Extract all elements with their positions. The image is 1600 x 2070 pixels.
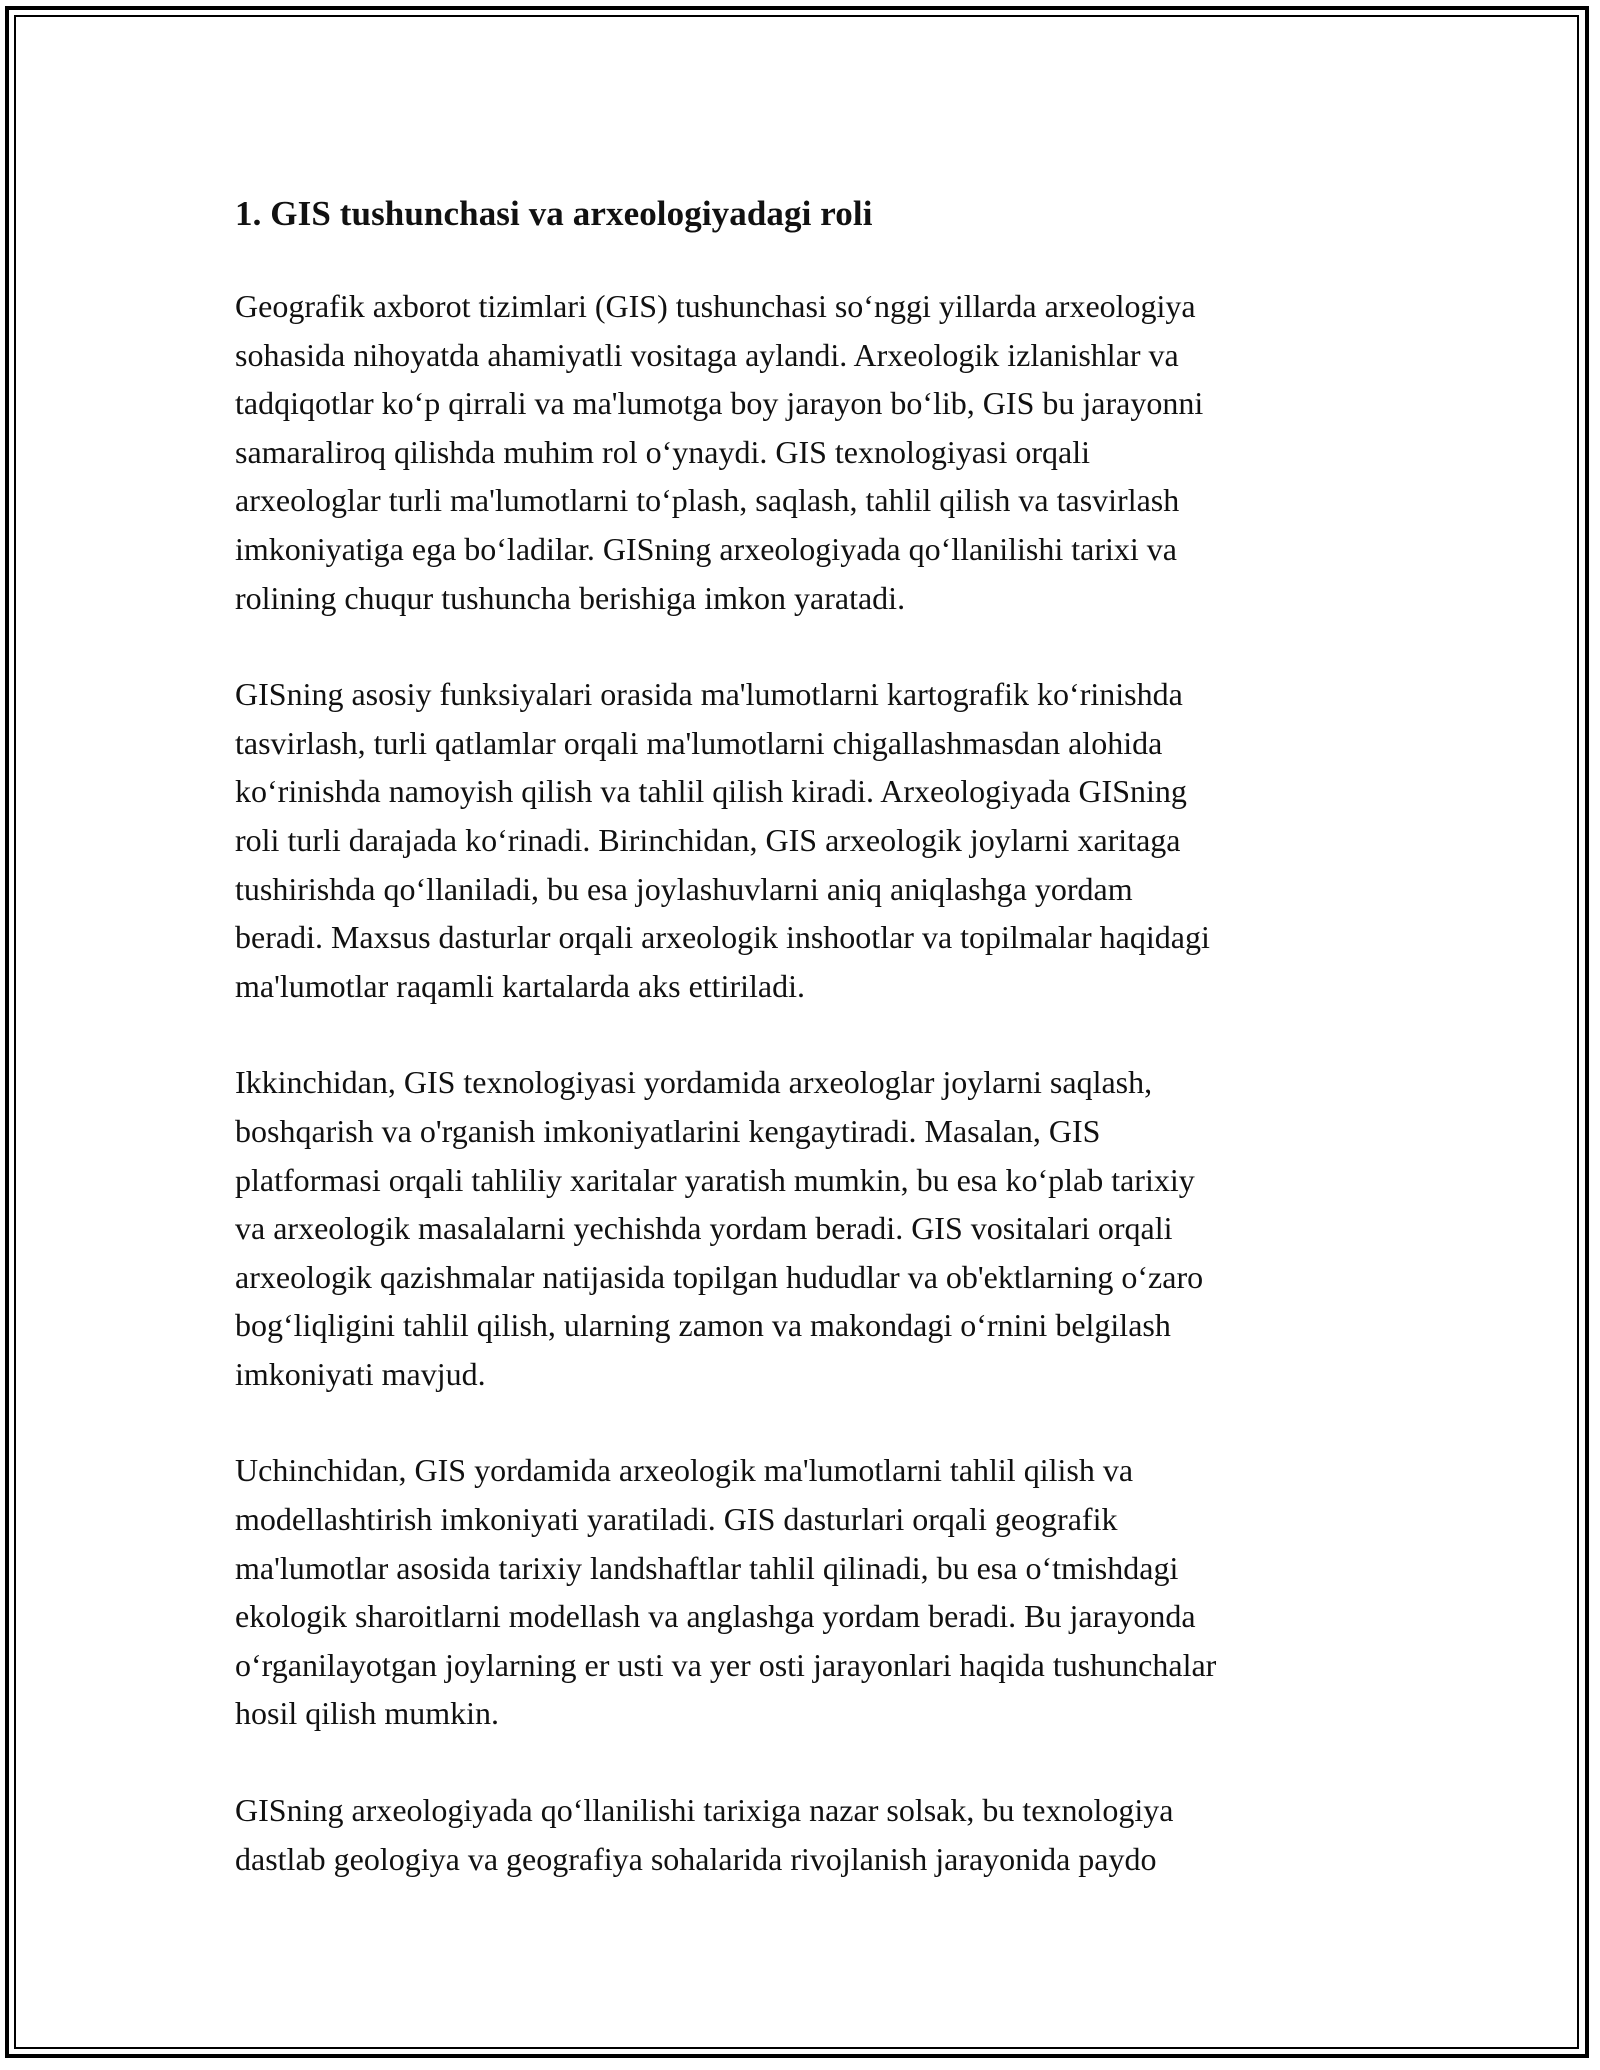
paragraph-line: ma'lumotlar asosida tarixiy landshaftlar tahlil qilinadi, bu esa o‘tmishdagi [235,1549,1179,1586]
paragraph-line: bog‘liqligini tahlil qilish, ularning zamon va makondagi o‘rnini belgilash [235,1307,1171,1344]
paragraph-line: tushirishda qo‘llaniladi, bu esa joylashuvlarni aniq aniqlashga yordam [235,870,1133,907]
paragraph-line: arxeologik qazishmalar natijasida topilgan hududlar va ob'ektlarning o‘zaro [235,1258,1204,1295]
paragraph-line: va arxeologik masalalarni yechishda yordam beradi. GIS vositalari orqali [235,1210,1173,1247]
paragraph-line: ma'lumotlar raqamli kartalarda aks ettiriladi. [235,967,805,1004]
paragraph-line: hosil qilish mumkin. [235,1695,500,1732]
paragraph-5 [235,1786,1375,1883]
document-body [235,182,1375,1931]
paragraph-4 [235,1446,1375,1738]
paragraph-line: ekologik sharoitlarni modellash va anglashga yordam beradi. Bu jarayonda [235,1598,1196,1635]
paragraph-line: ko‘rinishda namoyish qilish va tahlil qilish kiradi. Arxeologiyada GISning [235,773,1187,810]
paragraph-line: dastlab geologiya va geografiya sohalarida rivojlanish jarayonida paydo [235,1840,1157,1877]
paragraph-line: imkoniyatiga ega bo‘ladilar. GISning arxeologiyada qo‘llanilishi tarixi va [235,530,1177,567]
paragraph-3 [235,1058,1375,1398]
paragraph-line: platformasi orqali tahliliy xaritalar yaratish mumkin, bu esa ko‘plab tarixiy [235,1161,1195,1198]
paragraph-line: sohasida nihoyatda ahamiyatli vositaga aylandi. Arxeologik izlanishlar va [235,336,1179,373]
paragraph-line: arxeologlar turli ma'lumotlarni to‘plash, saqlash, tahlil qilish va tasvirlash [235,482,1180,519]
paragraph-2 [235,670,1375,1010]
paragraph-line: tadqiqotlar ko‘p qirrali va ma'lumotga boy jarayon bo‘lib, GIS bu jarayonni [235,385,1204,422]
section-heading: 1. GIS tushunchasi va arxeologiyadagi roli [235,194,873,233]
paragraph-line: GISning asosiy funksiyalari orasida ma'lumotlarni kartografik ko‘rinishda [235,676,1183,713]
paragraph-line: roli turli darajada ko‘rinadi. Birinchidan, GIS arxeologik joylarni xaritaga [235,821,1181,858]
paragraph-line: o‘rganilayotgan joylarning er usti va yer osti jarayonlari haqida tushunchalar [235,1646,1217,1683]
paragraph-line: boshqarish va o'rganish imkoniyatlarini kengaytiradi. Masalan, GIS [235,1112,1101,1149]
paragraph-line: Uchinchidan, GIS yordamida arxeologik ma'lumotlarni tahlil qilish va [235,1452,1134,1489]
paragraph-line: GISning arxeologiyada qo‘llanilishi tarixiga nazar solsak, bu texnologiya [235,1792,1174,1829]
paragraph-line: imkoniyati mavjud. [235,1355,486,1392]
paragraph-line: Ikkinchidan, GIS texnologiyasi yordamida arxeologlar joylarni saqlash, [235,1064,1153,1101]
paragraph-1 [235,282,1375,622]
paragraph-line: modellashtirish imkoniyati yaratiladi. GIS dasturlari orqali geografik [235,1501,1118,1538]
paragraph-line: beradi. Maxsus dasturlar orqali arxeologik inshootlar va topilmalar haqidagi [235,919,1210,956]
paragraph-line: samaraliroq qilishda muhim rol o‘ynaydi. GIS texnologiyasi orqali [235,433,1090,470]
paragraph-line: tasvirlash, turli qatlamlar orqali ma'lumotlarni chigallashmasdan alohida [235,724,1163,761]
paragraph-line: Geografik axborot tizimlari (GIS) tushunchasi so‘nggi yillarda arxeologiya [235,288,1196,324]
paragraph-line: rolining chuqur tushuncha berishiga imkon yaratadi. [235,579,906,616]
